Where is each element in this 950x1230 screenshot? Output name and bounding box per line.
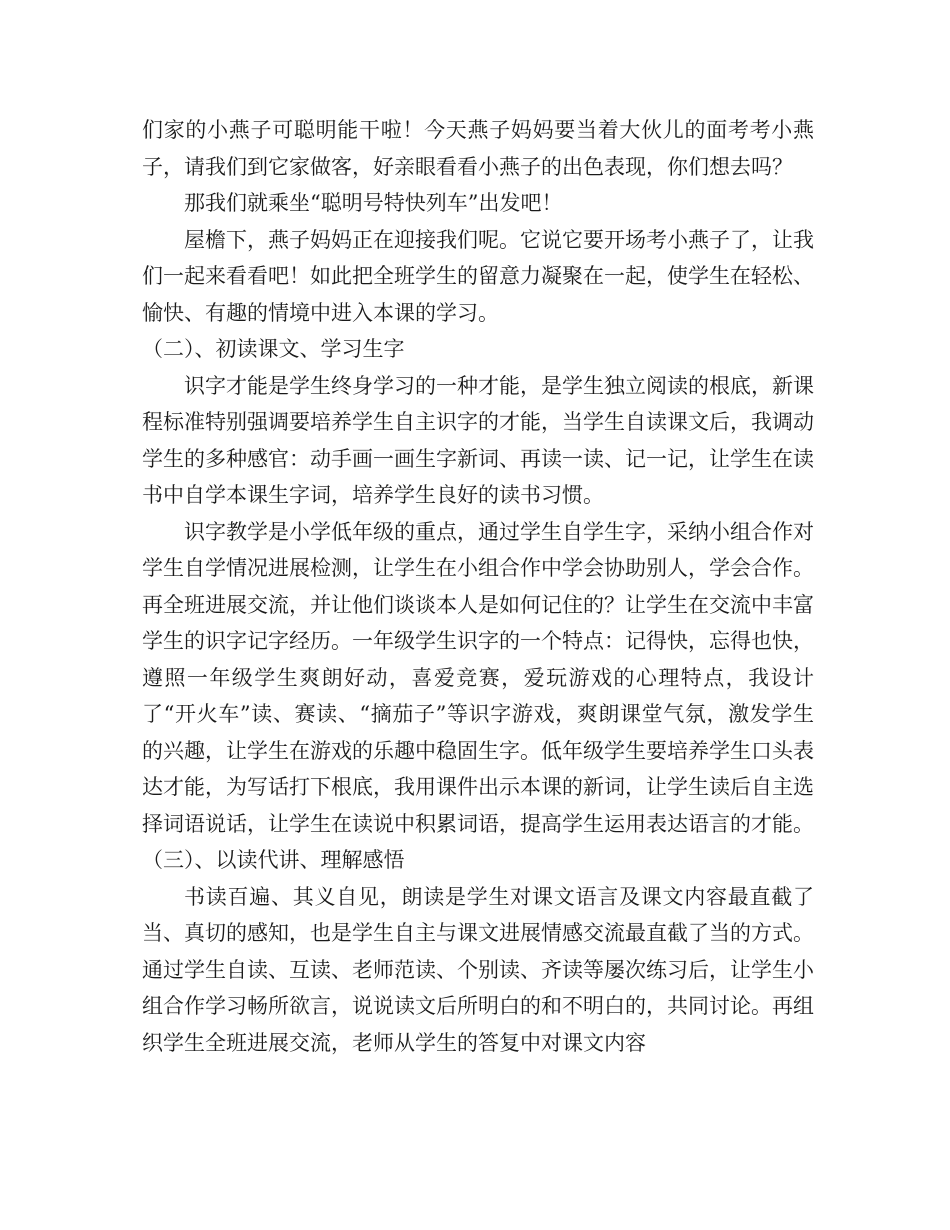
paragraph-literacy-teaching: 识字教学是小学低年级的重点，通过学生自学生字，采纳小组合作对学生自学情况进展检测，让学生在小组合作中学会协助别人，学会合作。再全班进展交流，并让他们谈谈本人是如何记住的？让学生在交流中丰富学生的识字记字经历。一年级学生识字的一个特点：记得快，忘得也快，遵照一年级学生爽朗好动，喜爱竞赛，爱玩游戏的心理特点，我设计了“开火车”读、赛读、“摘茄子”等识字游戏，爽朗课堂气氛，激发学生的兴趣，让学生在游戏的乐趣中稳固生字。低年级学生要培养学生口头表达才能，为写话打下根底，我用课件出示本课的新词，让学生读后自主选择词语说话，让学生在读说中积累词语，提高学生运用表达语言的才能。	[142, 519, 814, 836]
paragraph-literacy-ability: 识字才能是学生终身学习的一种才能，是学生独立阅读的根底，新课程标准特别强调要培养学生自主识字的才能，当学生自读课文后，我调动学生的多种感官：动手画一画生字新词、再读一读、记一记，让学生在读书中自学本课生字词，培养学生良好的读书习惯。	[142, 373, 814, 507]
document-body	[142, 112, 814, 1061]
paragraph-continuation: 们家的小燕子可聪明能干啦！今天燕子妈妈要当着大伙儿的面考考小燕子，请我们到它家做客，好亲眼看看小燕子的出色表现，你们想去吗？	[142, 118, 814, 179]
section-heading-3: （三）、以读代讲、理解感悟	[142, 848, 405, 872]
paragraph-reading: 书读百遍、其义自见，朗读是学生对课文语言及课文内容最直截了当、真切的感知，也是学生自主与课文进展情感交流最直截了当的方式。通过学生自读、互读、老师范读、个别读、齐读等屡次练习后，让学生小组合作学习畅所欲言，说说读文后所明白的和不明白的，共同讨论。再组织学生全班进展交流，老师从学生的答复中对课文内容	[142, 884, 814, 1055]
section-heading-2: （二）、初读课文、学习生字	[142, 337, 405, 361]
paragraph-eaves: 屋檐下，燕子妈妈正在迎接我们呢。它说它要开场考小燕子了，让我们一起来看看吧！如此把全班学生的留意力凝聚在一起，使学生在轻松、愉快、有趣的情境中进入本课的学习。	[142, 227, 814, 325]
paragraph-depart: 那我们就乘坐“聪明号特快列车”出发吧！	[184, 191, 563, 215]
